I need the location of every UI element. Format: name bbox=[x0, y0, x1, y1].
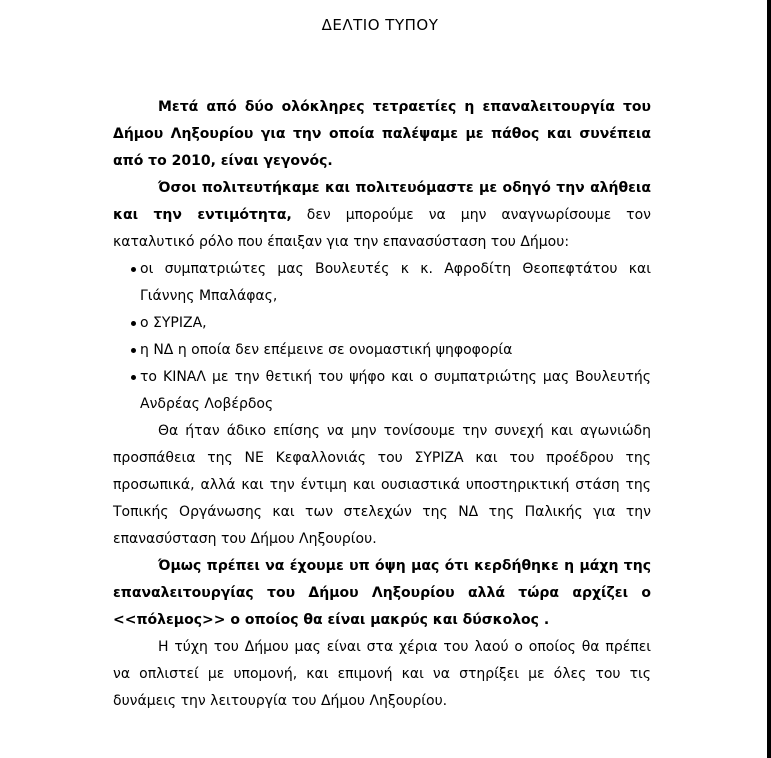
bullet-icon bbox=[131, 375, 136, 380]
bullet-icon bbox=[131, 267, 136, 272]
list-item-text: οι συμπατριώτες μας Βουλευτές κ κ. Αφροδίτη Θεοπεφτάτου και Γιάννης Μπαλάφας, bbox=[140, 261, 651, 304]
list-item-text: το ΚΙΝΑΛ με την θετική του ψήφο και ο συμπατριώτης μας Βουλευτής Ανδρέας Λοβέρδος bbox=[140, 369, 651, 412]
bullet-icon bbox=[131, 348, 136, 353]
paragraph-acknowledgement-text: δεν μπορούμε να μην αναγνωρίσουμε τον καταλυτικό ρόλο που έπαιξαν για την επανασύσταση του Δήμου: bbox=[113, 207, 651, 250]
paragraph-acknowledgement bbox=[113, 175, 651, 256]
list-item bbox=[113, 364, 651, 418]
list-item bbox=[113, 256, 651, 310]
paragraph-warning: Όμως πρέπει να έχουμε υπ όψη μας ότι κερδήθηκε η μάχη της επαναλειτουργίας του Δήμου Ληξουρίου αλλά τώρα αρχίζει ο <<πόλεμος>> ο οποίος θα είναι μακρύς και δύσκολος . bbox=[113, 558, 651, 628]
paragraph-efforts: Θα ήταν άδικο επίσης να μην τονίσουμε την συνεχή και αγωνιώδη προσπάθεια της ΝΕ Κεφαλλονιάς του ΣΥΡΙΖΑ και του προέδρου της προσωπικά, αλλά και την έντιμη και ουσιαστικά υποστηρικτική στάση της Τοπικής Οργάνωσης και των στελεχών της ΝΔ της Παλικής για την επανασύσταση του Δήμου Ληξουρίου. bbox=[113, 423, 651, 547]
page-right-border bbox=[767, 0, 771, 758]
list-item bbox=[113, 337, 651, 364]
bullet-icon bbox=[131, 321, 136, 326]
list-item-text: η ΝΔ η οποία δεν επέμεινε σε ονομαστική ψηφοφορία bbox=[140, 342, 513, 358]
paragraph-acknowledgement-bold: Όσοι πολιτευτήκαμε και πολιτευόμαστε με οδηγό την αλήθεια και την εντιμότητα, bbox=[113, 180, 651, 223]
list-item-text: ο ΣΥΡΙΖΑ, bbox=[140, 315, 207, 331]
acknowledgement-list bbox=[113, 256, 651, 418]
list-item bbox=[113, 310, 651, 337]
press-release-title: ΔΕΛΤΙΟ ΤΥΠΟΥ bbox=[321, 16, 439, 34]
paragraph-intro: Μετά από δύο ολόκληρες τετραετίες η επαναλειτουργία του Δήμου Ληξουρίου για την οποία παλέψαμε με πάθος και συνέπεια από το 2010, είναι γεγονός. bbox=[113, 99, 651, 169]
document-body bbox=[113, 94, 651, 715]
paragraph-closing: Η τύχη του Δήμου μας είναι στα χέρια του λαού ο οποίος θα πρέπει να οπλιστεί με υπομονή, και επιμονή και να στηρίξει με όλες του τις δυνάμεις την λειτουργία του Δήμου Ληξουρίου. bbox=[113, 639, 651, 709]
